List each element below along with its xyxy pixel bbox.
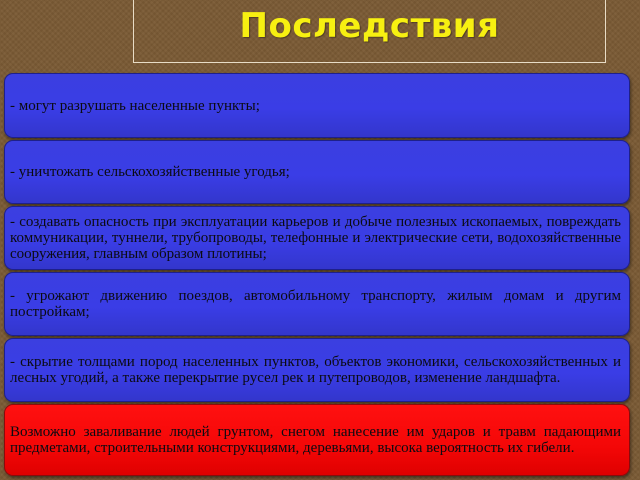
consequence-text-4: - угрожают движению поездов, автомобильному транспорту, жилым домам и другим постройкам;: [10, 288, 621, 320]
consequence-item-5: [4, 338, 630, 402]
consequence-item-3: [4, 206, 630, 270]
warning-text: Возможно заваливание людей грунтом, снегом нанесение им ударов и травм падающими предметами, строительными конструкциями, деревьями, высока вероятность их гибели.: [10, 424, 621, 456]
consequence-item-1: [4, 73, 630, 138]
consequence-item-4: [4, 272, 630, 336]
consequence-text-5: - скрытие толщами пород населенных пунктов, объектов экономики, сельскохозяйственных и лесных угодий, а также перекрытие русел рек и путепроводов, изменение ландшафта.: [10, 354, 621, 386]
consequence-text-2: - уничтожать сельскохозяйственные угодья;: [10, 164, 290, 180]
consequence-item-2: [4, 140, 630, 204]
warning-box: [4, 404, 630, 476]
slide-title: Последствия: [239, 6, 500, 46]
consequence-text-3: - создавать опасность при эксплуатации карьеров и добыче полезных ископаемых, повреждать коммуникации, туннели, трубопроводы, телефонные и электрические сети, водохозяйственные сооружения, главным образом плотины;: [10, 214, 621, 262]
consequence-text-1: - могут разрушать населенные пункты;: [10, 97, 260, 114]
